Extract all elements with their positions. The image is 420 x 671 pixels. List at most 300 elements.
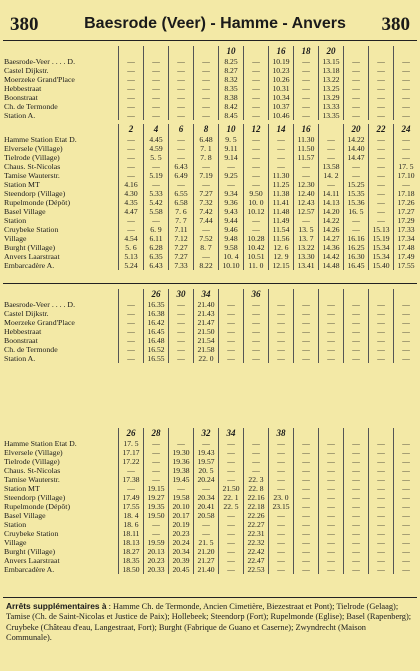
departure-time: —: [244, 102, 269, 111]
timetable-row: [3, 538, 418, 547]
table-number-left: 380: [10, 14, 39, 35]
departure-time: —: [194, 252, 219, 261]
departure-time: 9.46: [219, 225, 244, 234]
train-number-row: [3, 46, 418, 57]
departure-time: —: [119, 153, 144, 162]
departure-time: 6.48: [194, 135, 219, 144]
departure-time: 15.36: [344, 198, 369, 207]
departure-time: —: [169, 66, 194, 75]
train-number: 4: [144, 124, 169, 135]
departure-time: —: [144, 84, 169, 93]
departure-time: 7.12: [169, 234, 194, 243]
train-number: 6: [169, 124, 194, 135]
departure-time: —: [294, 318, 319, 327]
departure-time: 18.27: [119, 547, 144, 556]
departure-time: 17.38: [119, 475, 144, 484]
departure-time: —: [269, 345, 294, 354]
departure-time: —: [369, 538, 394, 547]
departure-time: 17.55: [119, 502, 144, 511]
departure-time: —: [294, 171, 319, 180]
departure-time: —: [119, 466, 144, 475]
departure-time: —: [394, 520, 419, 529]
departure-time: —: [119, 84, 144, 93]
departure-time: —: [219, 475, 244, 484]
departure-time: —: [369, 448, 394, 457]
departure-time: 9.48: [219, 234, 244, 243]
departure-time: —: [169, 153, 194, 162]
timetable-row: [3, 336, 418, 345]
departure-time: 7.42: [194, 207, 219, 216]
departure-time: —: [169, 144, 194, 153]
departure-time: 12. 9: [269, 252, 294, 261]
train-number: 34: [219, 428, 244, 439]
additional-stops-label: Arrêts supplémentaires à: [6, 601, 107, 611]
departure-time: 18.13: [119, 538, 144, 547]
departure-time: —: [369, 345, 394, 354]
departure-time: —: [119, 75, 144, 84]
departure-time: 7. 1: [194, 144, 219, 153]
train-number: [244, 46, 269, 57]
departure-time: 21. 5: [194, 538, 219, 547]
departure-time: 16.38: [144, 309, 169, 318]
departure-time: 20.24: [194, 475, 219, 484]
departure-time: —: [169, 300, 194, 309]
train-number: 20: [319, 46, 344, 57]
departure-time: —: [369, 466, 394, 475]
departure-time: 4.47: [119, 207, 144, 216]
departure-time: —: [269, 538, 294, 547]
departure-time: —: [344, 448, 369, 457]
departure-time: 8.42: [219, 102, 244, 111]
departure-time: 21.20: [194, 547, 219, 556]
departure-time: 13.25: [319, 84, 344, 93]
timetable-row: [3, 475, 418, 484]
departure-time: —: [394, 93, 419, 102]
departure-time: 19.57: [194, 457, 219, 466]
departure-time: 12.15: [269, 261, 294, 270]
departure-time: 16.52: [144, 345, 169, 354]
departure-time: 19.38: [169, 466, 194, 475]
timetable-row: [3, 556, 418, 565]
departure-time: —: [294, 111, 319, 120]
timetable-row: [3, 234, 418, 243]
departure-time: —: [369, 75, 394, 84]
station-name: Station: [4, 216, 27, 225]
departure-time: 7.27: [169, 252, 194, 261]
departure-time: —: [269, 556, 294, 565]
departure-time: 16.45: [144, 327, 169, 336]
departure-time: 16.55: [144, 354, 169, 363]
departure-time: —: [394, 102, 419, 111]
departure-time: 7.52: [194, 234, 219, 243]
departure-time: —: [219, 300, 244, 309]
departure-time: 11.41: [269, 198, 294, 207]
departure-time: —: [294, 538, 319, 547]
departure-time: 22. 0: [194, 354, 219, 363]
departure-time: —: [369, 198, 394, 207]
departure-time: 6.11: [144, 234, 169, 243]
departure-time: —: [244, 84, 269, 93]
departure-time: 20.45: [169, 565, 194, 574]
departure-time: —: [294, 457, 319, 466]
timetable-row: [3, 466, 418, 475]
departure-time: 14.11: [319, 189, 344, 198]
departure-time: —: [194, 439, 219, 448]
departure-time: —: [369, 300, 394, 309]
timetable-row: [3, 448, 418, 457]
departure-time: 6.58: [169, 198, 194, 207]
departure-time: 9.34: [219, 189, 244, 198]
departure-time: —: [344, 84, 369, 93]
departure-time: —: [394, 318, 419, 327]
timetable-row: [3, 144, 418, 153]
timetable-row: [3, 457, 418, 466]
station-name: Moerzeke Grand'Place: [4, 318, 75, 327]
departure-time: 6.43: [169, 162, 194, 171]
departure-time: 6.49: [169, 171, 194, 180]
timetable-section-1: [3, 46, 418, 120]
departure-time: —: [219, 336, 244, 345]
page-title: Baesrode (Veer) - Hamme - Anvers: [84, 15, 346, 32]
timetable-row: [3, 171, 418, 180]
station-name: Cruybeke Station: [4, 225, 59, 234]
timetable-row: [3, 520, 418, 529]
departure-time: 20.34: [194, 493, 219, 502]
train-number-row: [3, 428, 418, 439]
departure-time: —: [294, 300, 319, 309]
departure-time: 10.23: [269, 66, 294, 75]
departure-time: 8.38: [219, 93, 244, 102]
departure-time: 13. 5: [294, 225, 319, 234]
timetable-row: [3, 75, 418, 84]
departure-time: —: [394, 111, 419, 120]
departure-time: —: [269, 547, 294, 556]
departure-time: —: [294, 216, 319, 225]
departure-time: —: [344, 75, 369, 84]
departure-time: 17. 5: [394, 162, 419, 171]
departure-time: —: [219, 354, 244, 363]
departure-time: 16. 5: [344, 207, 369, 216]
station-name: Embarcadère A.: [4, 565, 55, 574]
departure-time: —: [219, 547, 244, 556]
departure-time: —: [119, 327, 144, 336]
departure-time: —: [269, 327, 294, 336]
departure-time: —: [269, 484, 294, 493]
departure-time: —: [369, 457, 394, 466]
departure-time: —: [369, 153, 394, 162]
train-number: [394, 289, 419, 300]
departure-time: 22. 3: [244, 475, 269, 484]
departure-time: 9.25: [219, 171, 244, 180]
station-name: Ch. de Termonde: [4, 102, 58, 111]
header-spacer: [3, 289, 119, 300]
timetable-row: [3, 493, 418, 502]
departure-time: 5. 5: [144, 153, 169, 162]
timetable-row: [3, 252, 418, 261]
departure-time: —: [344, 556, 369, 565]
departure-time: —: [319, 457, 344, 466]
departure-time: —: [219, 448, 244, 457]
train-number: [394, 428, 419, 439]
departure-time: —: [344, 336, 369, 345]
departure-time: 6.43: [144, 261, 169, 270]
departure-time: —: [194, 225, 219, 234]
departure-time: 13.22: [294, 243, 319, 252]
departure-time: 17.48: [394, 243, 419, 252]
page-header: [0, 0, 420, 40]
departure-time: 22.26: [244, 511, 269, 520]
departure-time: 21.40: [194, 300, 219, 309]
departure-time: —: [144, 57, 169, 66]
departure-time: 14.36: [319, 243, 344, 252]
timetable-row: [3, 93, 418, 102]
departure-time: —: [144, 111, 169, 120]
departure-time: 20.33: [144, 565, 169, 574]
departure-time: —: [244, 216, 269, 225]
station-name: Elversele (Village): [4, 448, 63, 457]
departure-time: —: [219, 556, 244, 565]
train-number: 28: [144, 428, 169, 439]
departure-time: —: [194, 93, 219, 102]
departure-time: 11.57: [294, 153, 319, 162]
departure-time: —: [144, 93, 169, 102]
departure-time: —: [194, 529, 219, 538]
departure-time: 10.10: [219, 261, 244, 270]
departure-time: 23.15: [269, 502, 294, 511]
departure-time: —: [169, 57, 194, 66]
departure-time: —: [294, 520, 319, 529]
departure-time: —: [319, 300, 344, 309]
train-number: 10: [219, 124, 244, 135]
departure-time: —: [344, 511, 369, 520]
departure-time: —: [119, 300, 144, 309]
departure-time: 11.54: [269, 225, 294, 234]
departure-time: 10.51: [244, 252, 269, 261]
departure-time: 17.27: [394, 207, 419, 216]
departure-time: —: [394, 135, 419, 144]
departure-time: 17.22: [119, 457, 144, 466]
departure-time: 13.22: [319, 75, 344, 84]
departure-time: —: [369, 216, 394, 225]
departure-time: 12.40: [294, 189, 319, 198]
departure-time: —: [394, 300, 419, 309]
departure-time: —: [294, 75, 319, 84]
departure-time: 13.30: [294, 252, 319, 261]
departure-time: —: [294, 448, 319, 457]
departure-time: —: [169, 336, 194, 345]
departure-time: 15.19: [369, 234, 394, 243]
departure-time: 17.49: [119, 493, 144, 502]
train-number: 36: [244, 289, 269, 300]
departure-time: —: [144, 216, 169, 225]
departure-time: 5.13: [119, 252, 144, 261]
departure-time: —: [219, 457, 244, 466]
departure-time: —: [219, 511, 244, 520]
departure-time: —: [344, 57, 369, 66]
departure-time: —: [394, 153, 419, 162]
departure-time: —: [369, 318, 394, 327]
header-rule: [3, 40, 417, 41]
departure-time: 10.42: [244, 243, 269, 252]
station-name: Station MT: [4, 180, 40, 189]
departure-time: 13.41: [294, 261, 319, 270]
departure-time: —: [219, 327, 244, 336]
departure-time: —: [319, 153, 344, 162]
train-number: [144, 46, 169, 57]
header-spacer: [3, 124, 119, 135]
departure-time: 20.23: [144, 556, 169, 565]
departure-time: —: [244, 457, 269, 466]
timetable-row: [3, 135, 418, 144]
departure-time: 22.47: [244, 556, 269, 565]
additional-stops-note: [6, 601, 412, 644]
departure-time: —: [269, 309, 294, 318]
departure-time: —: [269, 153, 294, 162]
departure-time: 10.19: [269, 57, 294, 66]
station-name: Castel Dijkstr.: [4, 309, 49, 318]
departure-time: 5.42: [144, 198, 169, 207]
train-number: 10: [219, 46, 244, 57]
departure-time: —: [119, 225, 144, 234]
departure-time: —: [119, 93, 144, 102]
departure-time: 9.11: [219, 144, 244, 153]
departure-time: 14.40: [344, 144, 369, 153]
departure-time: —: [319, 556, 344, 565]
departure-time: 6. 9: [144, 225, 169, 234]
departure-time: 9.44: [219, 216, 244, 225]
departure-time: 22. 5: [219, 502, 244, 511]
departure-time: —: [369, 475, 394, 484]
departure-time: —: [369, 502, 394, 511]
departure-time: —: [394, 448, 419, 457]
departure-time: 7.27: [169, 243, 194, 252]
departure-time: —: [269, 300, 294, 309]
departure-time: —: [294, 84, 319, 93]
departure-time: 9.58: [219, 243, 244, 252]
timetable-row: [3, 484, 418, 493]
departure-time: 12.57: [294, 207, 319, 216]
departure-time: 16.16: [344, 234, 369, 243]
header-spacer: [3, 428, 119, 439]
departure-time: —: [269, 457, 294, 466]
departure-time: —: [244, 57, 269, 66]
station-name: Rupelmonde (Dépôt): [4, 502, 71, 511]
timetable-row: [3, 198, 418, 207]
departure-time: 10.37: [269, 102, 294, 111]
departure-time: 22.18: [244, 502, 269, 511]
timetable-row: [3, 309, 418, 318]
departure-time: —: [319, 565, 344, 574]
departure-time: 11.48: [269, 207, 294, 216]
departure-time: —: [294, 556, 319, 565]
departure-time: —: [369, 180, 394, 189]
train-number: [319, 124, 344, 135]
timetable-row: [3, 502, 418, 511]
departure-time: —: [344, 493, 369, 502]
departure-time: 8.32: [219, 75, 244, 84]
departure-time: 14.20: [319, 207, 344, 216]
departure-time: —: [344, 520, 369, 529]
station-name: Hamme Station Etat D.: [4, 439, 77, 448]
departure-time: —: [344, 225, 369, 234]
departure-time: —: [369, 144, 394, 153]
departure-time: —: [369, 520, 394, 529]
train-number: 22: [369, 124, 394, 135]
departure-time: —: [394, 345, 419, 354]
timetable-row: [3, 189, 418, 198]
departure-time: —: [244, 93, 269, 102]
departure-time: 20.10: [169, 502, 194, 511]
departure-time: —: [219, 162, 244, 171]
timetable-row: [3, 300, 418, 309]
station-name: Steendorp (Village): [4, 493, 66, 502]
departure-time: —: [319, 502, 344, 511]
timetable-row: [3, 511, 418, 520]
departure-time: —: [319, 318, 344, 327]
departure-time: —: [344, 162, 369, 171]
timetable-row: [3, 111, 418, 120]
departure-time: 10.34: [269, 93, 294, 102]
departure-time: —: [369, 529, 394, 538]
departure-time: 11.30: [294, 135, 319, 144]
departure-time: —: [269, 520, 294, 529]
departure-time: —: [244, 153, 269, 162]
departure-time: —: [294, 547, 319, 556]
departure-time: —: [219, 439, 244, 448]
departure-time: —: [294, 57, 319, 66]
departure-time: —: [144, 162, 169, 171]
departure-time: 10.28: [244, 234, 269, 243]
departure-time: —: [394, 529, 419, 538]
departure-time: 15.34: [369, 252, 394, 261]
departure-time: —: [269, 565, 294, 574]
departure-time: —: [169, 75, 194, 84]
departure-time: 8.45: [219, 111, 244, 120]
departure-time: —: [319, 529, 344, 538]
departure-time: —: [144, 457, 169, 466]
departure-time: —: [119, 309, 144, 318]
departure-time: 15.13: [369, 225, 394, 234]
departure-time: —: [394, 457, 419, 466]
departure-time: —: [244, 300, 269, 309]
departure-time: —: [344, 457, 369, 466]
timetable-row: [3, 180, 418, 189]
train-number: [269, 289, 294, 300]
departure-time: 14.42: [319, 252, 344, 261]
departure-time: 10.46: [269, 111, 294, 120]
departure-time: 4.54: [119, 234, 144, 243]
departure-time: 4.16: [119, 180, 144, 189]
departure-time: —: [394, 84, 419, 93]
departure-time: —: [244, 144, 269, 153]
departure-time: —: [319, 309, 344, 318]
station-name: Rupelmonde (Dépôt): [4, 198, 71, 207]
departure-time: 7.19: [194, 171, 219, 180]
departure-time: —: [344, 547, 369, 556]
departure-time: 4.45: [144, 135, 169, 144]
station-name: Castel Dijkstr.: [4, 66, 49, 75]
departure-time: —: [244, 225, 269, 234]
departure-time: 4.35: [119, 198, 144, 207]
departure-time: —: [369, 547, 394, 556]
station-name: Tielrode (Village): [4, 153, 60, 162]
departure-time: —: [394, 57, 419, 66]
departure-time: —: [294, 354, 319, 363]
departure-time: —: [169, 318, 194, 327]
train-number: 38: [269, 428, 294, 439]
timetable-row: [3, 162, 418, 171]
departure-time: —: [144, 102, 169, 111]
